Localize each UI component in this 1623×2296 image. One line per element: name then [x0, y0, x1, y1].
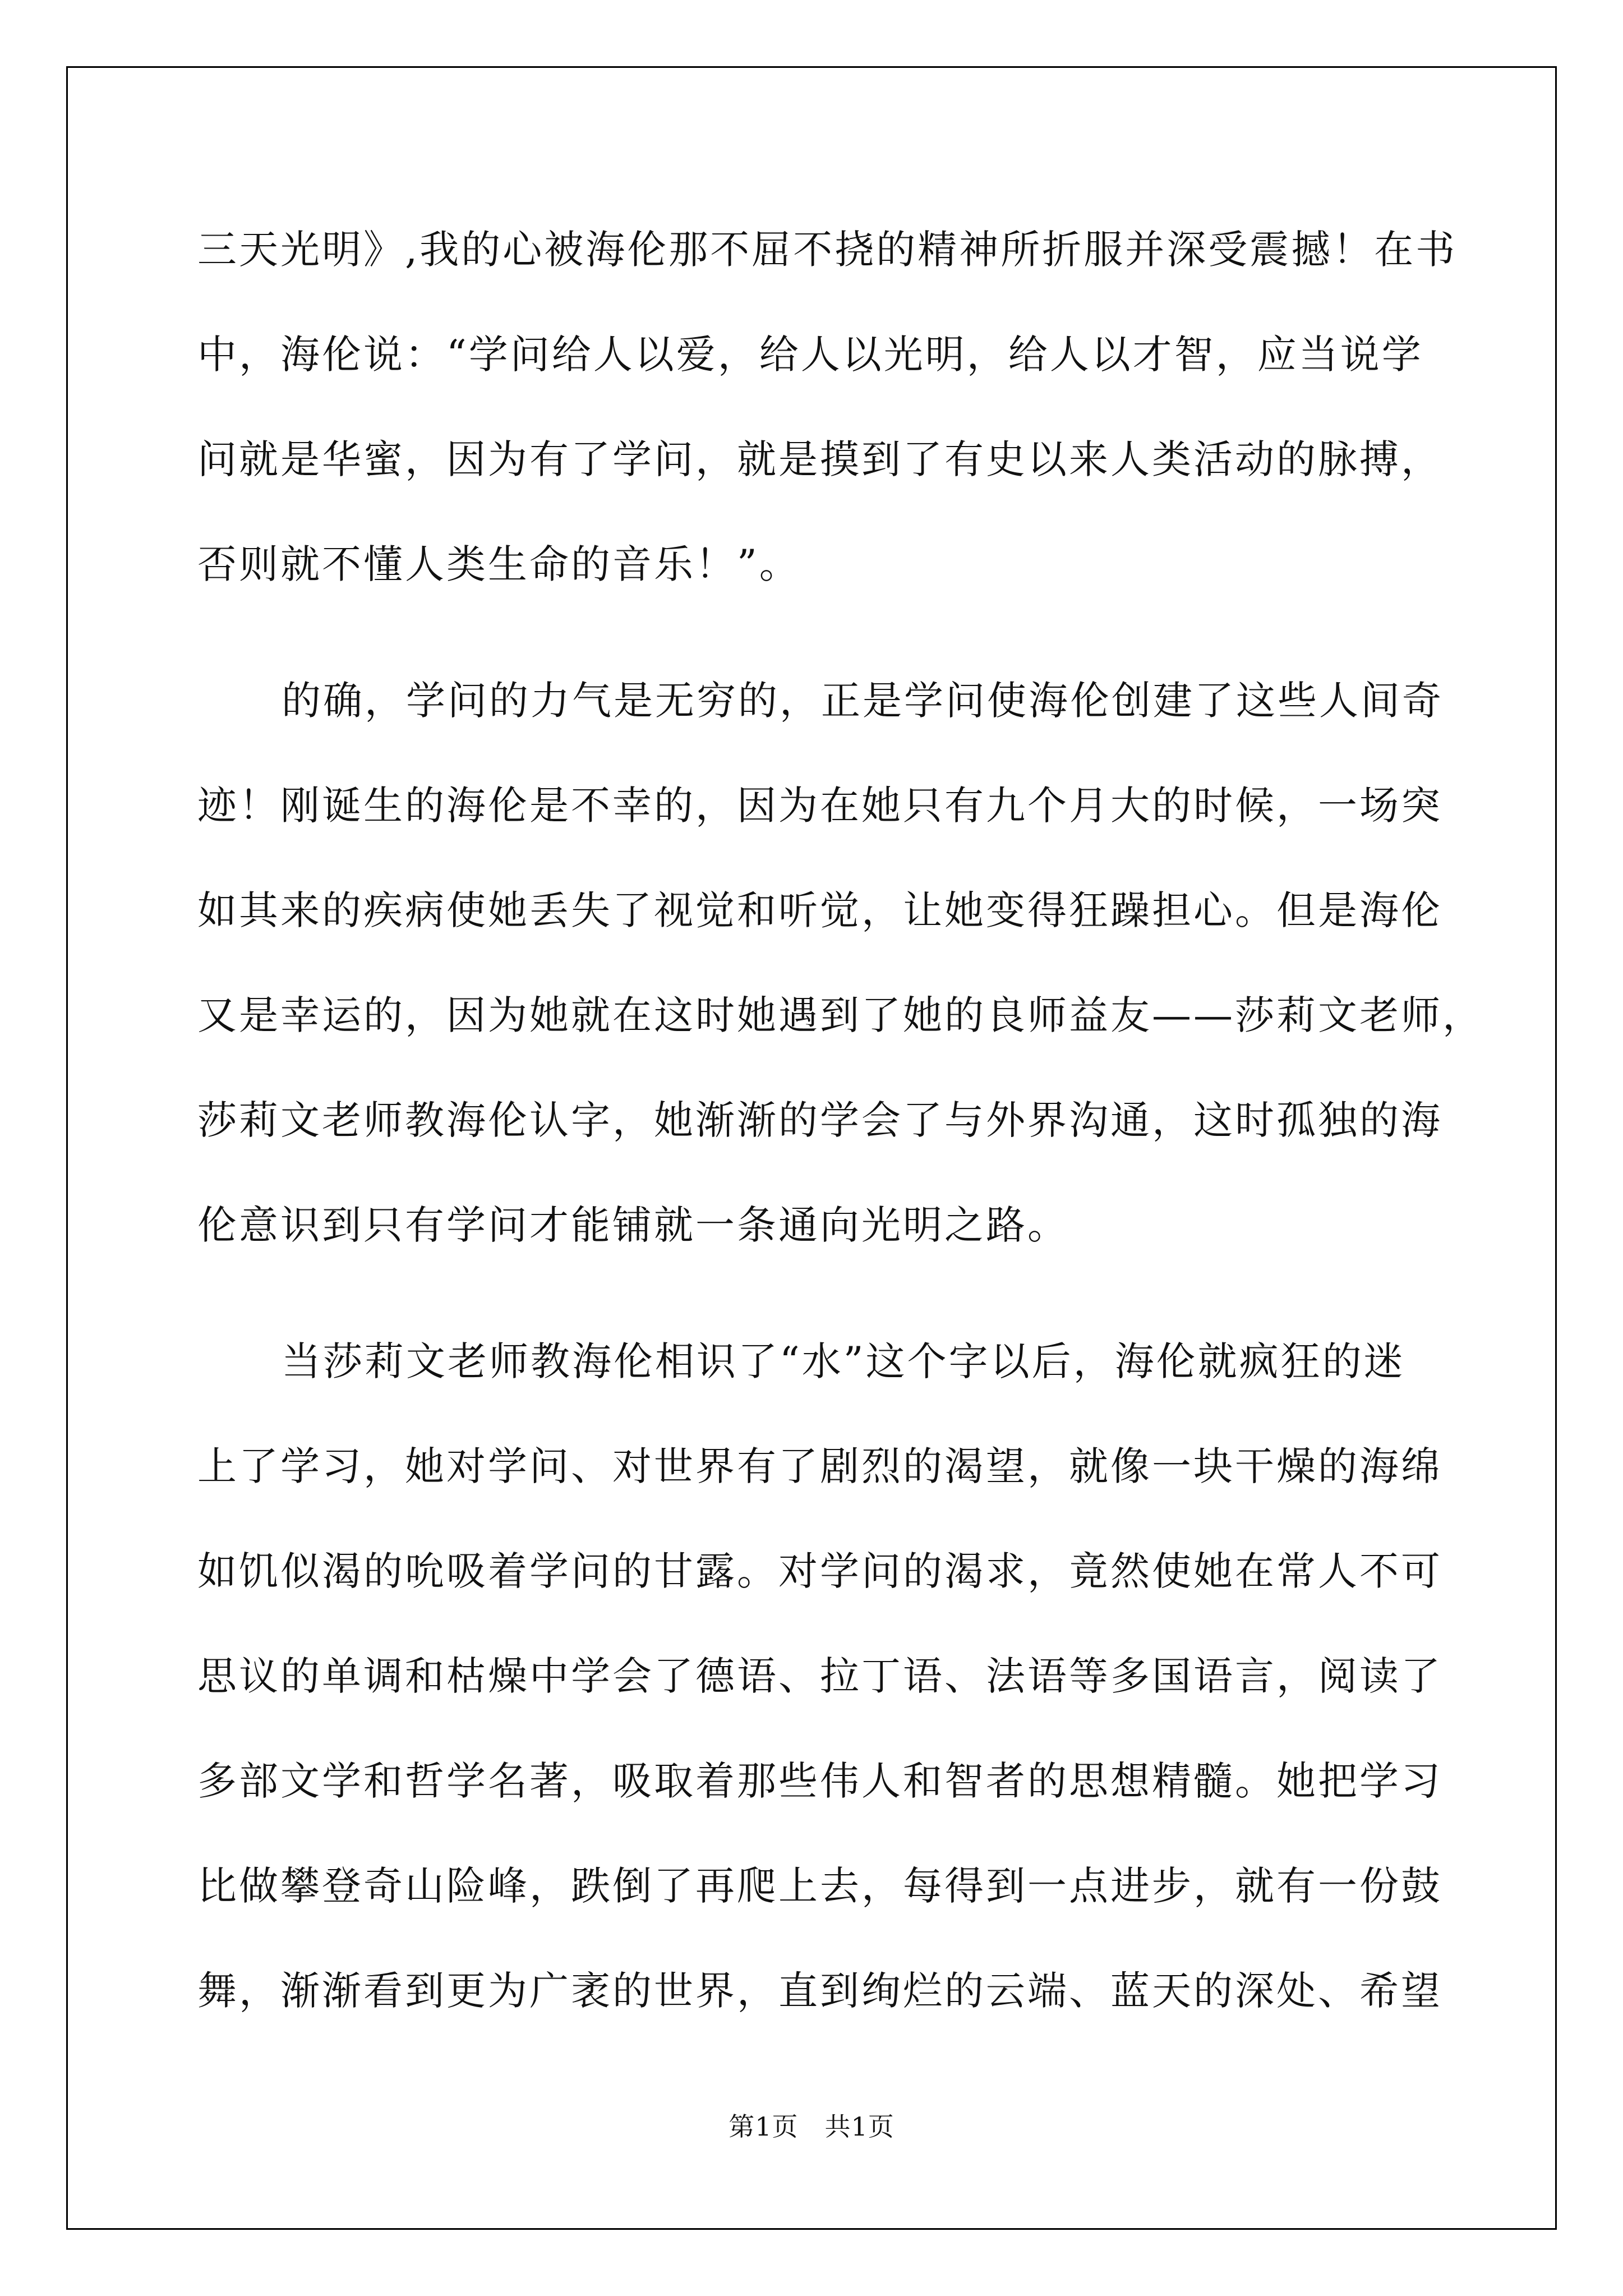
page-footer: 第1页 共1页 — [728, 2111, 895, 2142]
document-body — [197, 197, 1484, 2044]
text-line: 莎莉文老师教海伦认字，她渐渐的学会了与外界沟通，这时孤独的海 — [197, 1097, 1442, 1143]
text-line: 比做攀登奇山险峰，跌倒了再爬上去，每得到一点进步，就有一份鼓 — [197, 1863, 1442, 1909]
text-line: 迹！刚诞生的海伦是不幸的，因为在她只有九个月大的时候，一场突 — [197, 783, 1442, 829]
text-line: 否则就不懂人类生命的音乐！”。 — [197, 541, 801, 587]
text-line: 伦意识到只有学问才能铺就一条通向光明之路。 — [197, 1202, 1069, 1248]
text-line: 又是幸运的，因为她就在这时她遇到了她的良师益友——莎莉文老师， — [197, 992, 1484, 1038]
text-line: 的确，学问的力气是无穷的，正是学问使海伦创建了这些人间奇 — [282, 678, 1444, 724]
paragraph — [197, 1309, 1442, 2044]
text-line: 如其来的疾病使她丢失了视觉和听觉，让她变得狂躁担心。但是海伦 — [197, 887, 1442, 933]
text-line: 思议的单调和枯燥中学会了德语、拉丁语、法语等多国语言，阅读了 — [197, 1653, 1442, 1699]
text-line: 多部文学和哲学名著，吸取着那些伟人和智者的思想精髓。她把学习 — [197, 1758, 1442, 1804]
text-line: 当莎莉文老师教海伦相识了“水”这个字以后，海伦就疯狂的迷 — [282, 1338, 1405, 1384]
text-line: 上了学习，她对学问、对世界有了剧烈的渴望，就像一块干燥的海绵 — [197, 1443, 1442, 1489]
text-line: 问就是华蜜，因为有了学问，就是摸到了有史以来人类活动的脉搏， — [197, 436, 1442, 482]
paragraph — [197, 197, 1458, 617]
text-line: 中，海伦说：“学问给人以爱，给人以光明，给人以才智，应当说学 — [197, 332, 1423, 378]
text-line: 舞，渐渐看到更为广袤的世界，直到绚烂的云端、蓝天的深处、希望 — [197, 1968, 1442, 2014]
text-line: 如饥似渴的吮吸着学问的甘露。对学问的渴求，竟然使她在常人不可 — [197, 1548, 1442, 1594]
paragraph — [197, 648, 1484, 1278]
text-line: 三天光明》,我的心被海伦那不屈不挠的精神所折服并深受震撼！在书 — [197, 227, 1458, 273]
